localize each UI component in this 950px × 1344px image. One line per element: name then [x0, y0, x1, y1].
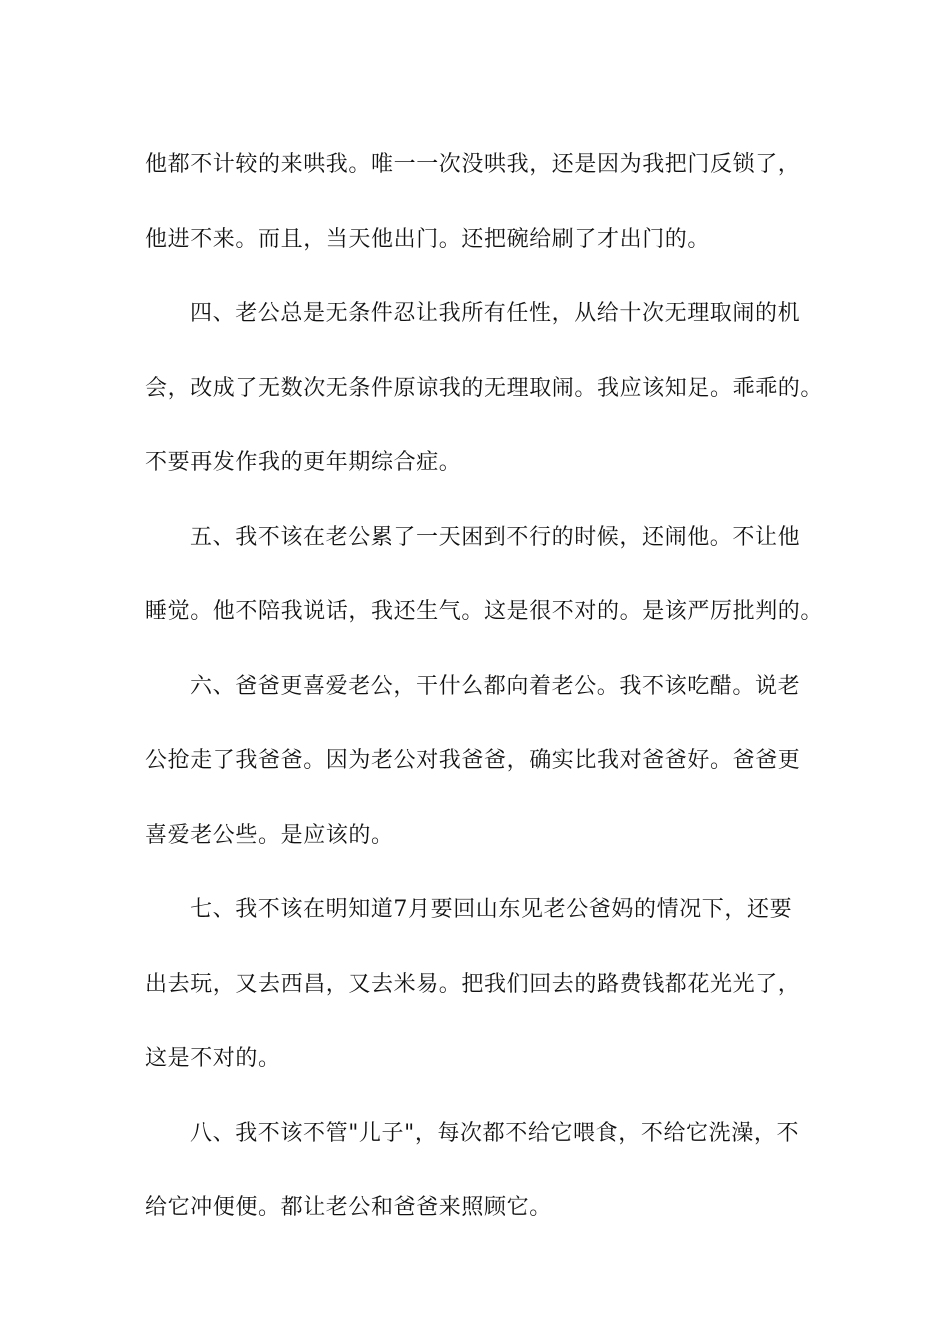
- paragraph-start-line: 六、爸爸更喜爱老公，干什么都向着老公。我不该吃醋。说老: [190, 673, 801, 699]
- text-line: 给它冲便便。都让老公和爸爸来照顾它。: [145, 1195, 552, 1220]
- paragraph-start-line: 八、我不该不管"儿子"，每次都不给它喂食，不给它洗澡，不: [190, 1120, 800, 1146]
- text-line: 公抢走了我爸爸。因为老公对我爸爸，确实比我对爸爸好。爸爸更: [145, 748, 801, 773]
- text-line: 会，改成了无数次无条件原谅我的无理取闹。我应该知足。乖乖的。: [145, 375, 824, 401]
- document-body: [145, 128, 824, 1246]
- paragraph-start-line: 四、老公总是无条件忍让我所有任性，从给十次无理取闹的机: [190, 301, 801, 326]
- text-line: 睡觉。他不陪我说话，我还生气。这是很不对的。是该严厉批判的。: [145, 599, 824, 624]
- paragraph-start-line: 五、我不该在老公累了一天困到不行的时候，还闹他。不让他: [190, 524, 801, 550]
- text-line: 他进不来。而且，当天他出门。还把碗给刷了才出门的。: [145, 226, 711, 252]
- text-line: 他都不计较的来哄我。唯一一次没哄我，还是因为我把门反锁了，: [145, 152, 801, 177]
- paragraph-start-line: 七、我不该在明知道7月要回山东见老公爸妈的情况下，还要: [190, 897, 793, 922]
- text-line: 不要再发作我的更年期综合症。: [145, 450, 462, 475]
- text-line: 喜爱老公些。是应该的。: [145, 822, 394, 848]
- text-line: 这是不对的。: [145, 1046, 281, 1071]
- text-line: 出去玩，又去西昌，又去米易。把我们回去的路费钱都花光光了，: [145, 971, 801, 997]
